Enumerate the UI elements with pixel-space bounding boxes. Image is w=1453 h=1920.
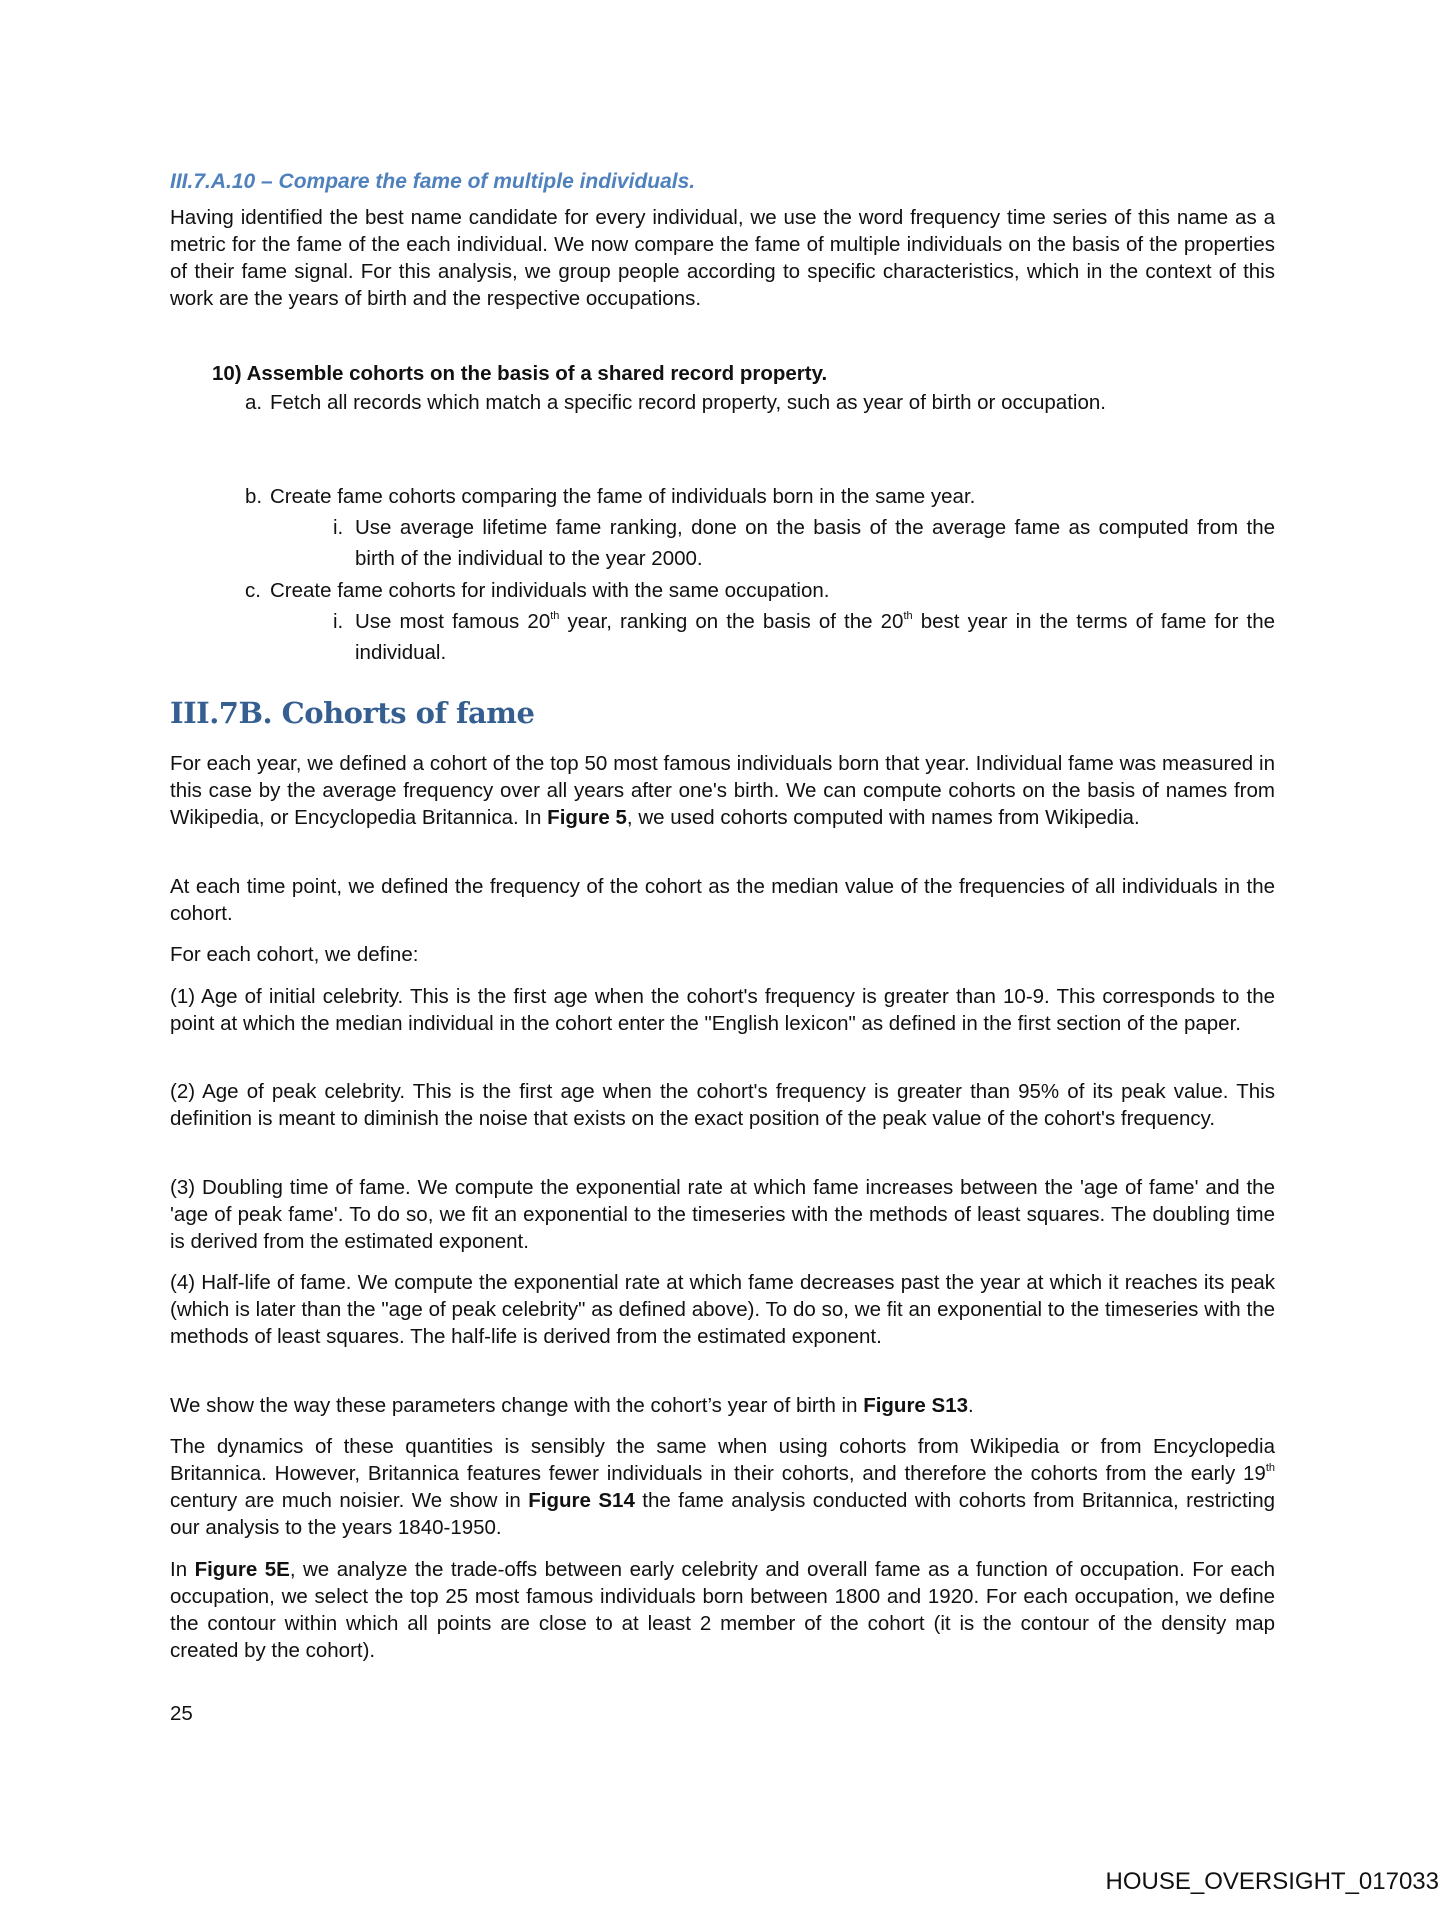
paragraph-define-intro: For each cohort, we define:: [170, 943, 419, 966]
subsection-heading: III.7.A.10 – Compare the fame of multiple individuals.: [170, 170, 696, 193]
figure-reference: Figure 5E: [194, 1558, 290, 1581]
list-item-text: Use average lifetime fame ranking, done on the basis of the average fame as computed from the birth of the individual to the year 2000.: [355, 516, 1275, 570]
list-item-text: Create fame cohorts comparing the fame of individuals born in the same year.: [270, 485, 976, 508]
paragraph-figure-5e: In Figure 5E, we analyze the trade-offs between early celebrity and overall fame as a function of occupation. For each occupation, we select the top 25 most famous individuals born between 1800 and 1920. For each occupation, we define the contour within which all points are close to at least 2 member of the cohort (it is the contour of the density map created by the cohort).: [170, 1558, 1275, 1662]
list-marker: b.: [245, 485, 263, 508]
list-subitem-b-i: [333, 512, 1275, 574]
document-id: HOUSE_OVERSIGHT_017033: [1105, 1868, 1439, 1895]
intro-paragraph: Having identified the best name candidate for every individual, we use the word frequency time series of this name as a metric for the fame of the each individual. We now compare the fame of multiple individuals on the basis of the properties of their fame signal. For this analysis, we group people according to specific characteristics, which in the context of this work are the years of birth and the respective occupations.: [170, 206, 1275, 310]
list-subitem-c-i: [333, 606, 1276, 668]
page-number: 25: [170, 1702, 193, 1725]
paragraph-britannica: The dynamics of these quantities is sensibly the same when using cohorts from Wikipedia or from Encyclopedia Britannica. However, Britannica features fewer individuals in their cohorts, and therefore the cohorts from the early 19th century are much noisier. We show in Figure S14 the fame analysis conducted with cohorts from Britannica, restricting our analysis to the years 1840-1950.: [170, 1435, 1276, 1539]
paragraph-doubling-time: (3) Doubling time of fame. We compute the exponential rate at which fame increases between the 'age of fame' and the 'age of peak fame'. To do so, we fit an exponential to the timeseries with the methods of least squares. The doubling time is derived from the estimated exponent.: [170, 1176, 1275, 1253]
figure-reference: Figure S14: [528, 1489, 635, 1512]
step-title: 10) Assemble cohorts on the basis of a shared record property.: [212, 362, 828, 385]
figure-reference: Figure S13: [863, 1394, 968, 1417]
paragraph-cohort-definition: For each year, we defined a cohort of the top 50 most famous individuals born that year. Individual fame was measured in this case by the average frequency over all years after one's birth. We can compute cohorts on the basis of names from Wikipedia, or Encyclopedia Britannica. In Figure 5, we used cohorts computed with names from Wikipedia.: [170, 752, 1275, 829]
list-item-text: Create fame cohorts for individuals with the same occupation.: [270, 579, 830, 602]
paragraph-figure-s13: We show the way these parameters change with the cohort’s year of birth in Figure S13.: [170, 1394, 974, 1417]
paragraph-time-point: At each time point, we defined the frequency of the cohort as the median value of the frequencies of all individuals in the cohort.: [170, 875, 1275, 925]
list-marker: i.: [333, 610, 344, 633]
paragraph-age-peak-celebrity: (2) Age of peak celebrity. This is the first age when the cohort's frequency is greater than 95% of its peak value. This definition is meant to diminish the noise that exists on the exact position of the peak value of the cohort's frequency.: [170, 1080, 1275, 1130]
list-item-text: Use most famous 20th year, ranking on the basis of the 20th best year in the terms of fame for the individual.: [355, 610, 1276, 664]
list-marker: i.: [333, 516, 344, 539]
paragraph-half-life: (4) Half-life of fame. We compute the exponential rate at which fame decreases past the year at which it reaches its peak (which is later than the "age of peak celebrity" as defined above). To do so, we fit an exponential to the timeseries with the methods of least squares. The half-life is derived from the estimated exponent.: [170, 1271, 1275, 1348]
section-heading: III.7B. Cohorts of fame: [170, 696, 535, 730]
list-item-b: [245, 481, 1275, 512]
list-item-c: [245, 575, 1275, 606]
figure-reference: Figure 5: [547, 806, 627, 829]
list-item-a: [245, 387, 1275, 418]
list-marker: c.: [245, 579, 261, 602]
list-marker: a.: [245, 391, 263, 414]
paragraph-age-initial-celebrity: (1) Age of initial celebrity. This is the first age when the cohort's frequency is greater than 10-9. This corresponds to the point at which the median individual in the cohort enter the "English lexicon" as defined in the first section of the paper.: [170, 985, 1275, 1035]
list-item-text: Fetch all records which match a specific record property, such as year of birth or occupation.: [270, 391, 1106, 414]
